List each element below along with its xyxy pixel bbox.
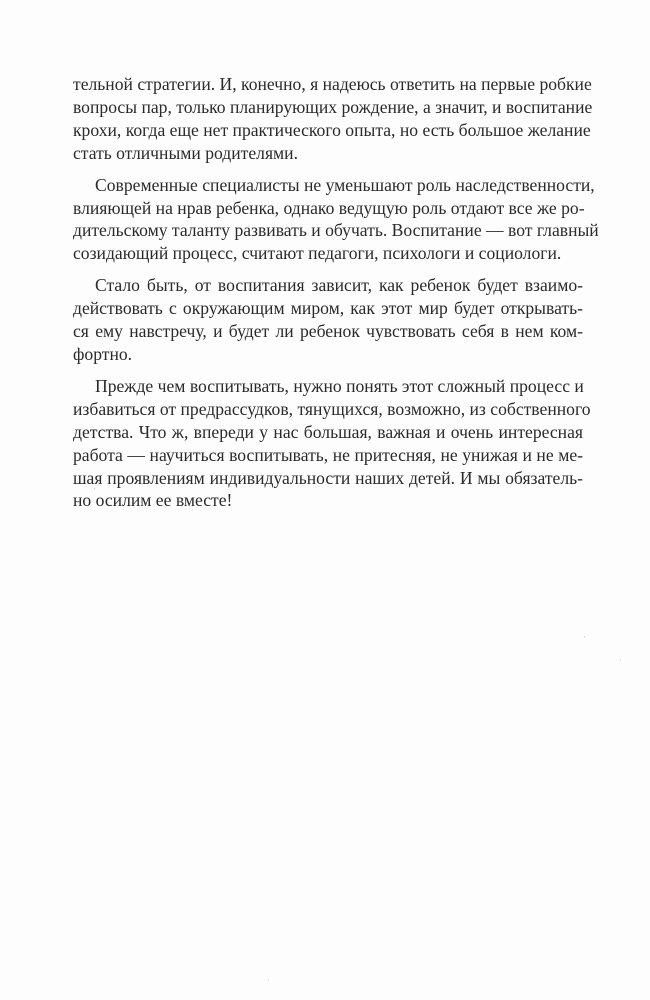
text-line: шая проявлениям индивидуальности наших детей. И мы обязатель- <box>73 467 583 488</box>
text-line: созидающий процесс, считают педагоги, психологи и социологи. <box>73 243 562 264</box>
text-line: работа — научиться воспитывать, не притесняя, не унижая и не ме- <box>73 444 583 465</box>
scan-speck <box>620 660 621 661</box>
paragraph-1 <box>73 73 593 165</box>
text-line: вопросы пар, только планирующих рождение, а значит, и воспитание <box>73 96 593 117</box>
text-line: Прежде чем воспитывать, нужно понять этот сложный процесс и <box>95 375 584 396</box>
body-text <box>73 73 599 521</box>
text-line: стать отличными родителями. <box>73 142 298 163</box>
scan-speck <box>94 488 95 489</box>
scan-speck <box>584 636 585 637</box>
scan-speck <box>268 980 269 981</box>
text-line: крохи, когда еще нет практического опыта, но есть большое желание <box>73 119 591 140</box>
text-line: детства. Что ж, впереди у нас большая, важная и очень интересная <box>73 421 583 442</box>
text-line: Стало быть, от воспитания зависит, как ребенок будет взаимо- <box>95 275 583 296</box>
text-line: тельной стратегии. И, конечно, я надеюсь ответить на первые робкие <box>73 74 592 94</box>
text-line: действовать с окружающим миром, как этот мир будет открывать- <box>73 298 583 319</box>
paragraph-4 <box>73 375 591 512</box>
text-line: ся ему навстречу, и будет ли ребенок чувствовать себя в нем ком- <box>73 321 583 342</box>
text-line: Современные специалисты не уменьшают роль наследственности, <box>95 174 595 195</box>
paragraph-2 <box>73 174 599 266</box>
text-line: дительскому таланту развивать и обучать. Воспитание — вот главный <box>73 220 599 241</box>
text-line: фортно. <box>73 343 133 364</box>
paragraph-3 <box>73 274 583 366</box>
text-line: влияющей на нрав ребенка, однако ведущую роль отдают все же ро- <box>73 197 585 218</box>
text-line: избавиться от предрассудков, тянущихся, возможно, из собственного <box>73 398 591 419</box>
text-line: но осилим ее вместе! <box>73 490 233 511</box>
